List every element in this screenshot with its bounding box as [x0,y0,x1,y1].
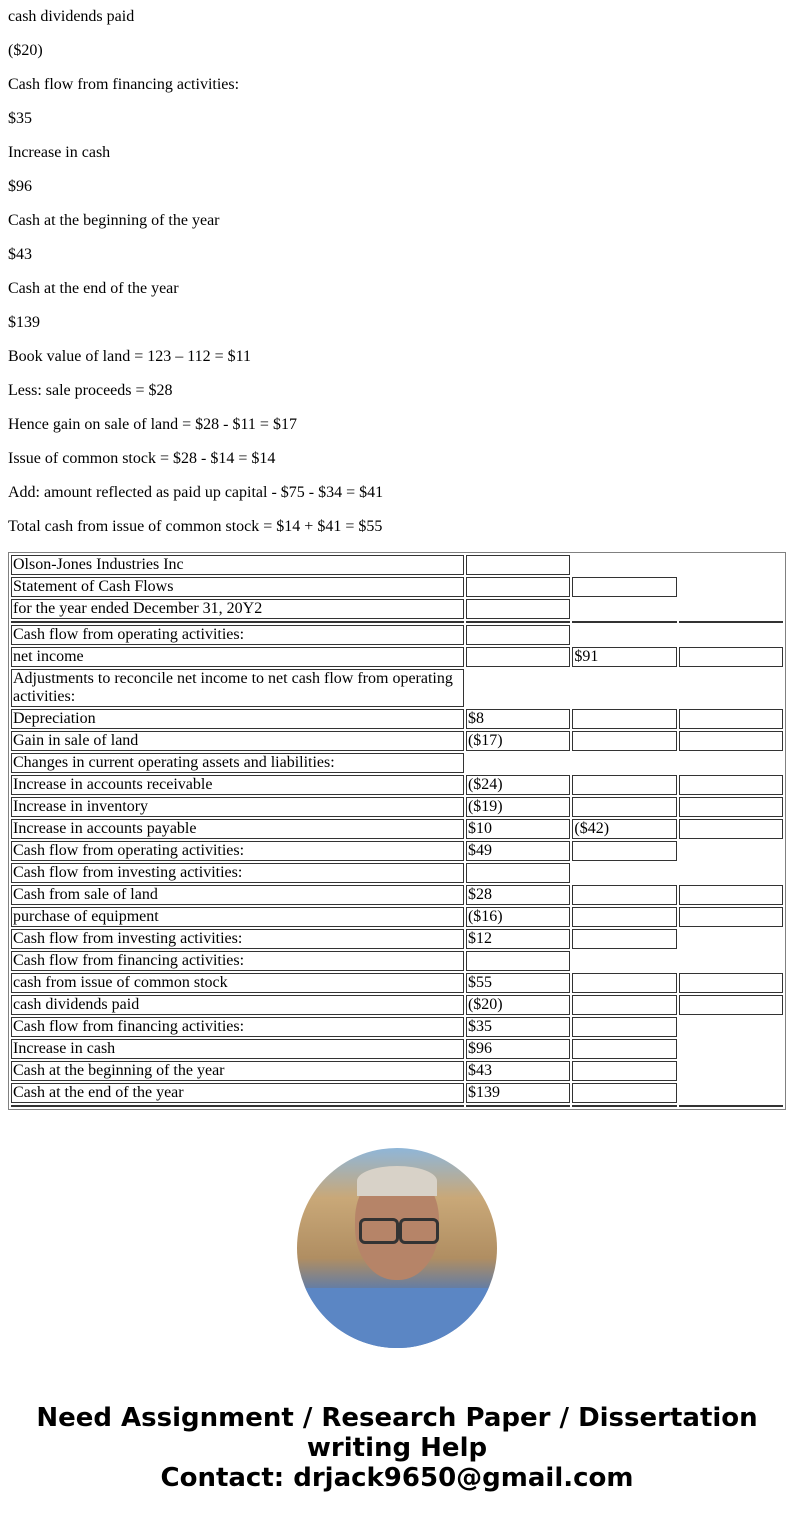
row-label: Cash at the beginning of the year [11,1061,464,1081]
amount-cell-c1: $28 [466,885,570,905]
paragraph: Total cash from issue of common stock = $14 + $41 = $55 [8,518,383,535]
row-label: Cash flow from financing activities: [11,1017,464,1037]
amount-cell-c1: $8 [466,709,570,729]
amount-cell-c2: ($42) [572,819,676,839]
amount-cell-c3 [679,731,783,751]
paragraph: Cash flow from financing activities: [8,76,240,93]
amount-cell-c1: ($20) [466,995,570,1015]
amount-cell-c1: $139 [466,1083,570,1103]
amount-cell-c2 [572,907,676,927]
amount-cell-c3 [679,995,783,1015]
row-label: Increase in accounts receivable [11,775,464,795]
amount-cell-c3 [679,797,783,817]
amount-cell-c3 [679,709,783,729]
amount-cell-c1 [466,625,570,645]
row-label: Increase in accounts payable [11,819,464,839]
row-label: Cash flow from operating activities: [11,625,464,645]
table-row [11,929,783,949]
amount-cell-c3 [679,819,783,839]
row-label: Cash flow from investing activities: [11,863,464,883]
paragraph: $43 [8,246,32,263]
row-label: purchase of equipment [11,907,464,927]
statement-period: for the year ended December 31, 20Y2 [11,599,464,619]
help-ad-text: Need Assignment / Research Paper / Dissertation writing Help [36,1403,758,1463]
table-row [11,599,783,619]
amount-cell-c1: ($16) [466,907,570,927]
glasses-icon [357,1218,437,1240]
row-label: Cash flow from operating activities: [11,841,464,861]
amount-cell-c2 [572,709,676,729]
amount-cell-c3 [679,775,783,795]
table-row [11,555,783,575]
paragraph: $35 [8,110,32,127]
spacer-row [11,621,783,623]
row-label: Cash flow from investing activities: [11,929,464,949]
amount-cell-c3 [679,647,783,667]
table-row [11,1017,783,1037]
table-row [11,885,783,905]
amount-cell-c2 [572,1017,676,1037]
table-row [11,819,783,839]
row-label: Cash flow from financing activities: [11,951,464,971]
row-label: Increase in cash [11,1039,464,1059]
paragraph: Less: sale proceeds = $28 [8,382,173,399]
row-label: Cash at the end of the year [11,1083,464,1103]
row-label: Changes in current operating assets and liabilities: [11,753,464,773]
paragraph: Cash at the end of the year [8,280,179,297]
contact-banner [8,1403,786,1493]
amount-cell-c2 [572,885,676,905]
answer-text [8,8,786,536]
company-name: Olson-Jones Industries Inc [11,555,464,575]
amount-cell-c2 [572,1083,676,1103]
amount-cell-c1: $12 [466,929,570,949]
paragraph: Book value of land = 123 – 112 = $11 [8,348,252,365]
amount-cell-c2 [572,797,676,817]
row-label: net income [11,647,464,667]
paragraph: Issue of common stock = $28 - $14 = $14 [8,450,276,467]
statement-title: Statement of Cash Flows [11,577,464,597]
row-label: Adjustments to reconcile net income to net cash flow from operating activities: [11,669,464,707]
table-row [11,625,783,645]
row-label: Cash from sale of land [11,885,464,905]
amount-cell-c2 [572,995,676,1015]
amount-cell-c1 [466,863,570,883]
table-row [11,669,783,707]
table-row [11,647,783,667]
table-row [11,907,783,927]
table-row [11,709,783,729]
amount-cell-c2 [572,1061,676,1081]
amount-cell-c1: $35 [466,1017,570,1037]
table-row [11,863,783,883]
amount-cell-c1 [466,951,570,971]
amount-cell-c2 [572,973,676,993]
author-photo-container [8,1148,786,1353]
amount-cell-c2 [572,731,676,751]
spacer-row [11,1105,783,1107]
table-row [11,951,783,971]
amount-cell-c2 [572,775,676,795]
paragraph: cash dividends paid [8,8,135,25]
paragraph: $96 [8,178,32,195]
paragraph: Add: amount reflected as paid up capital - $75 - $34 = $41 [8,484,384,501]
table-row [11,1039,783,1059]
amount-cell-c1: ($19) [466,797,570,817]
table-row [11,995,783,1015]
row-label: Increase in inventory [11,797,464,817]
amount-cell-c3 [679,907,783,927]
amount-cell-c1: ($24) [466,775,570,795]
table-row [11,973,783,993]
amount-cell-c2 [572,841,676,861]
amount-cell-c2 [572,929,676,949]
table-row [11,731,783,751]
author-avatar [297,1148,497,1348]
contact-email: Contact: drjack9650@gmail.com [160,1463,634,1493]
cash-flow-statement-table [8,552,786,1110]
table-row [11,797,783,817]
table-row [11,775,783,795]
amount-cell-c1: ($17) [466,731,570,751]
paragraph: Cash at the beginning of the year [8,212,220,229]
amount-cell-c3 [679,973,783,993]
row-label: Gain in sale of land [11,731,464,751]
paragraph: Hence gain on sale of land = $28 - $11 = $17 [8,416,297,433]
table-row [11,1083,783,1103]
amount-cell-c1: $55 [466,973,570,993]
row-label: Depreciation [11,709,464,729]
paragraph: $139 [8,314,40,331]
amount-cell-c1: $10 [466,819,570,839]
amount-cell-c3 [679,885,783,905]
amount-cell-c2: $91 [572,647,676,667]
amount-cell-c1 [466,647,570,667]
amount-cell-c2 [572,1039,676,1059]
row-label: cash from issue of common stock [11,973,464,993]
row-label: cash dividends paid [11,995,464,1015]
paragraph: ($20) [8,42,43,59]
amount-cell-c1: $49 [466,841,570,861]
table-row [11,841,783,861]
table-row [11,1061,783,1081]
paragraph: Increase in cash [8,144,111,161]
table-row [11,577,783,597]
table-row [11,753,783,773]
amount-cell-c1: $96 [466,1039,570,1059]
amount-cell-c1: $43 [466,1061,570,1081]
